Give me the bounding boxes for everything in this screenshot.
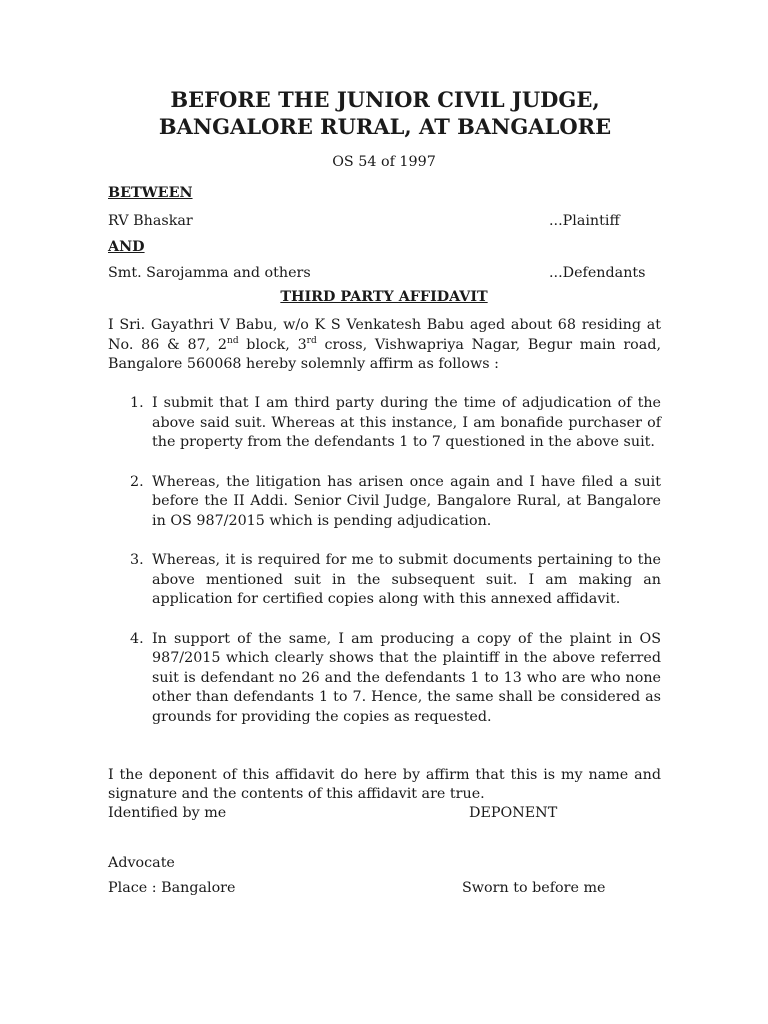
intro-text-3: cross, Vishwapriya Nagar, Begur main road, Bangalore 560068 hereby solemnly affirm as follows :	[108, 336, 662, 372]
advocate-label: Advocate	[108, 855, 175, 871]
case-number: OS 54 of 1997	[332, 154, 436, 170]
list-item	[108, 394, 661, 453]
plaintiff-name: RV Bhaskar	[108, 213, 193, 229]
place-label: Place : Bangalore	[108, 880, 236, 896]
defendant-role: ...Defendants	[549, 265, 646, 281]
intro-sup-1: nd	[227, 335, 239, 346]
list-item	[108, 551, 661, 610]
list-item	[108, 630, 661, 728]
item-number: 4.	[130, 630, 144, 647]
sworn-label: Sworn to before me	[462, 880, 606, 896]
list-item	[108, 473, 661, 532]
affidavit-title: THIRD PARTY AFFIDAVIT	[280, 289, 488, 305]
item-text: Whereas, it is required for me to submit documents pertaining to the above mentioned suit in the subsequent suit. I am making an application for certified copies along with this annexed affidavit.	[152, 552, 661, 607]
plaintiff-role: ...Plaintiff	[549, 213, 620, 229]
deponent-label: DEPONENT	[469, 805, 558, 821]
between-label: BETWEEN	[108, 185, 193, 201]
item-number: 1.	[130, 395, 144, 411]
intro-paragraph	[108, 316, 661, 375]
item-text: Whereas, the litigation has arisen once again and I have filed a suit before the II Addi. Senior Civil Judge, Bangalore Rural, at Bangalore in OS 987/2015 which is pending adjudication.	[152, 473, 661, 529]
court-heading: BEFORE THE JUNIOR CIVIL JUDGE, BANGALORE RURAL, AT BANGALORE	[158, 87, 612, 139]
intro-text-1: I Sri. Gayathri V Babu, w/o K S Venkatesh Babu aged about 68 residing at No. 86 & 87, 2	[108, 317, 661, 353]
and-label: AND	[108, 239, 145, 255]
intro-sup-2: rd	[306, 335, 317, 346]
defendant-name: Smt. Sarojamma and others	[108, 265, 311, 281]
item-number: 2.	[130, 473, 144, 490]
item-text: In support of the same, I am producing a copy of the plaint in OS 987/2015 which clearly shows that the plaintiff in the above referred suit is defendant no 26 and the defendants 1 to 13 who are who none other than defendants 1 to 7. Hence, the same shall be considered as grounds for providing the copies as requested.	[152, 630, 661, 725]
identified-by-label: Identified by me	[108, 805, 227, 821]
intro-text-2: block, 3	[238, 336, 307, 353]
item-number: 3.	[130, 552, 144, 568]
item-text: I submit that I am third party during the time of adjudication of the above said suit. Whereas at this instance, I am bonafide purchaser of the property from the defendants 1 to 7 questioned in the above suit.	[152, 395, 661, 450]
closing-statement: I the deponent of this affidavit do here by affirm that this is my name and signature and the contents of this affidavit are true.	[108, 767, 661, 802]
affirmation-list	[108, 394, 661, 747]
